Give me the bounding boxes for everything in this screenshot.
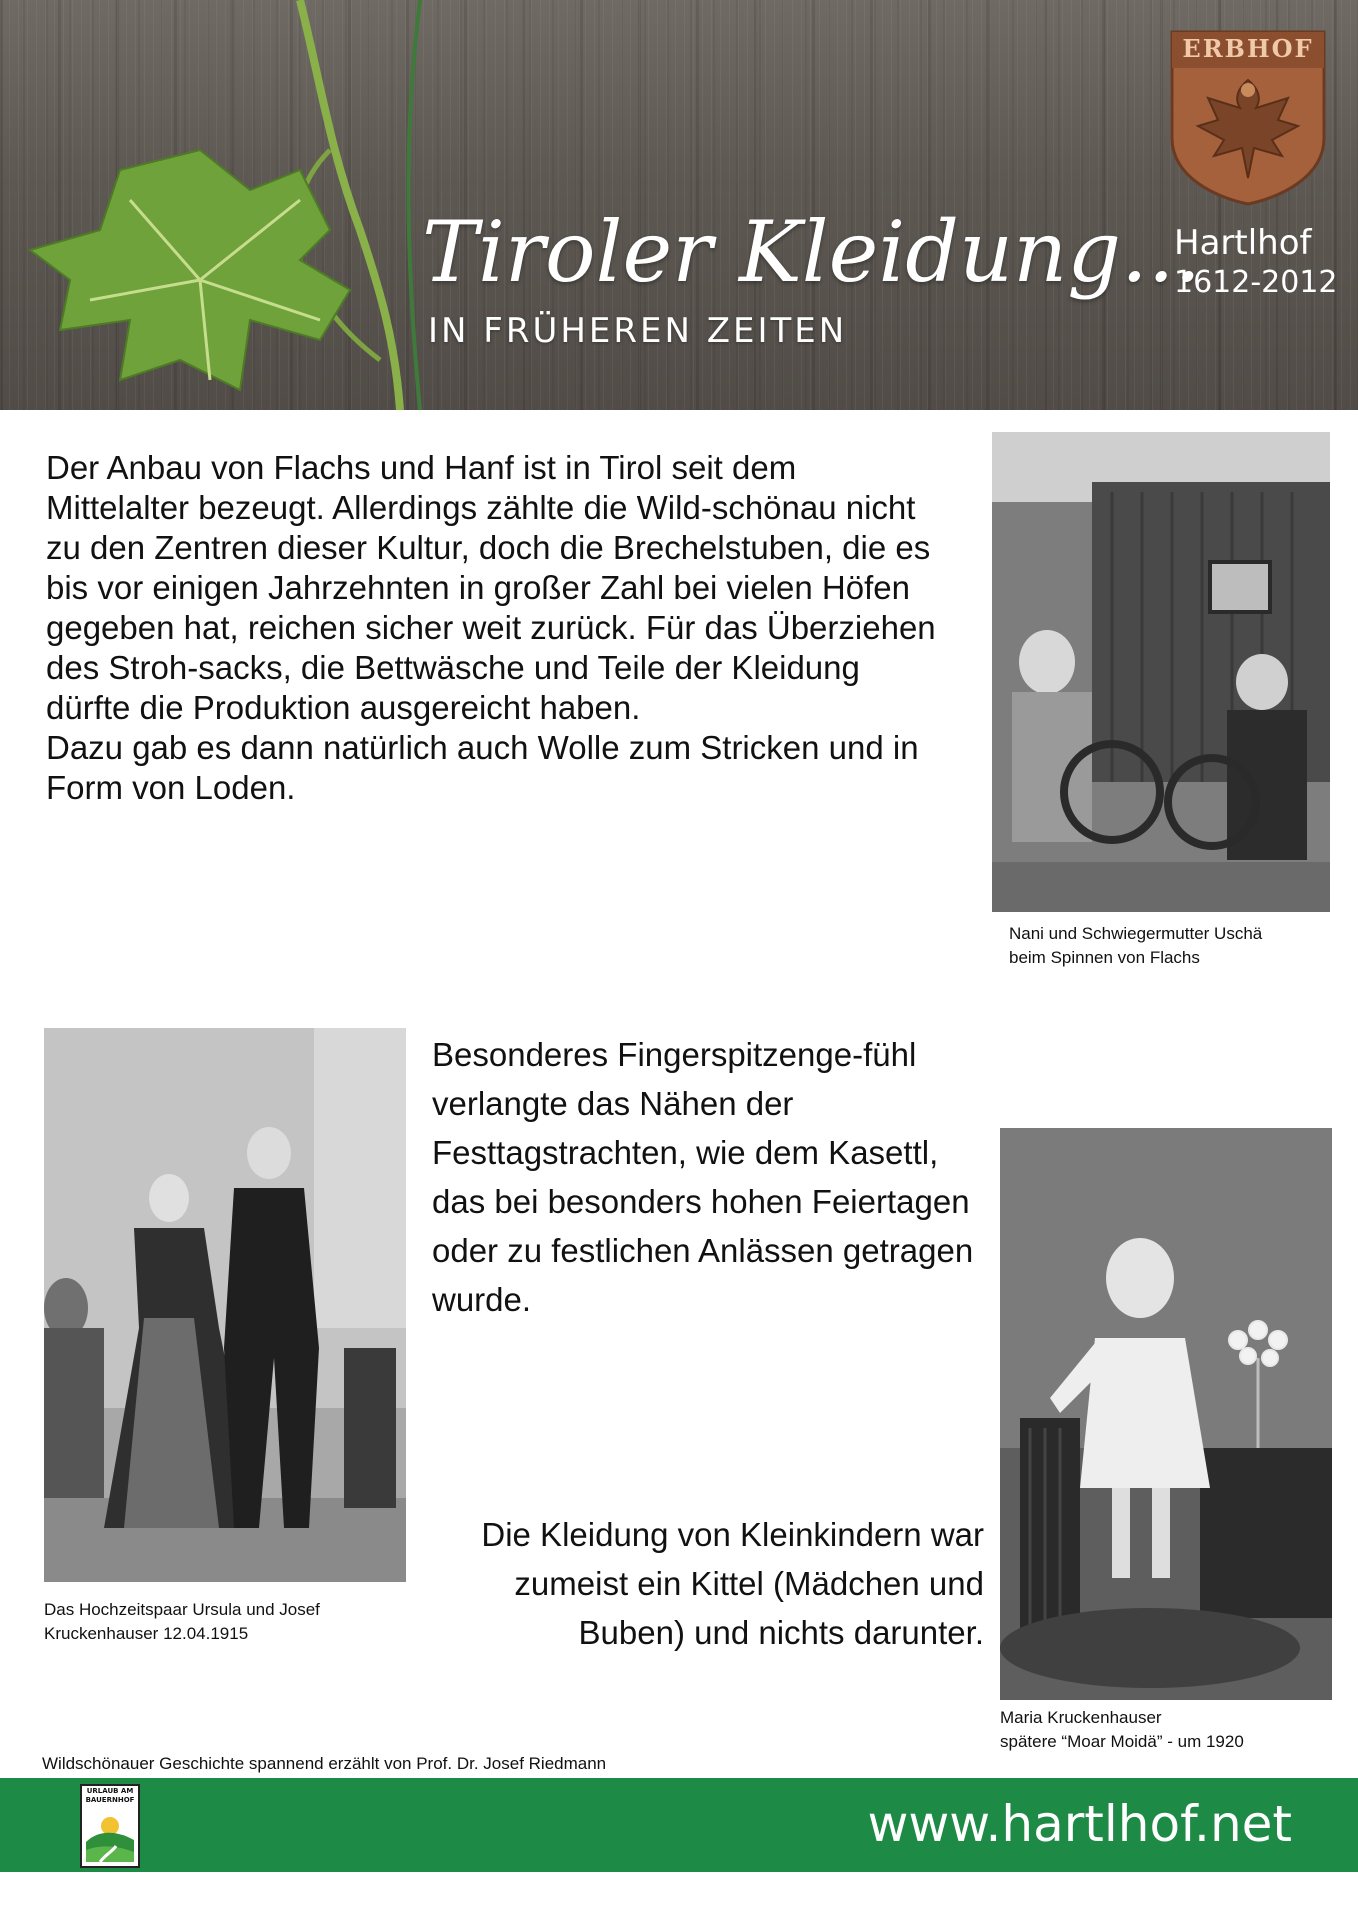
erbhof-crest-logo xyxy=(1168,28,1328,206)
festive-costume-paragraph: Besonderes Fingerspitzenge-fühl verlangte das Nähen der Festtagstrachten, wie dem Kasettl, das bei besonders hohen Feiertagen oder zu festlichen Anlässen getragen wurde. xyxy=(432,1036,974,1318)
footer-bar xyxy=(0,1778,1358,1872)
photo-spinning-flax xyxy=(992,432,1330,912)
caption-spinning xyxy=(1009,922,1329,970)
photo-child xyxy=(1000,1128,1332,1700)
caption-child-line1: Maria Kruckenhauser xyxy=(1000,1708,1162,1727)
caption-spinning-line1: Nani und Schwiegermutter Uschä xyxy=(1009,924,1263,943)
website-link[interactable]: www.hartlhof.net xyxy=(867,1795,1292,1853)
header-banner xyxy=(0,0,1358,410)
children-clothing-paragraph: Die Kleidung von Kleinkindern war zumeist ein Kittel (Mädchen und Buben) und nichts darunter. xyxy=(481,1516,984,1651)
page-title: Tiroler Kleidung... xyxy=(422,203,1202,301)
intro-text-continued: Dazu gab es dann natürlich auch Wolle zum Stricken und in Form von Loden. xyxy=(46,729,919,806)
farm-years: 1612-2012 xyxy=(1174,265,1338,300)
caption-child-line2: spätere “Moar Moidä” - um 1920 xyxy=(1000,1732,1244,1751)
page-subtitle: IN FRÜHEREN ZEITEN xyxy=(428,311,848,351)
logo-text-line2: BAUERNHOF xyxy=(85,1796,135,1804)
intro-text: Der Anbau von Flachs und Hanf ist in Tirol seit dem Mittelalter bezeugt. Allerdings zählte die Wild-schönau nicht zu den Zentren dieser Kultur, doch die Brechelstuben, die es bis vor einigen Jahrzehnten in großer Zahl bei vielen Höfen gegeben hat, reichen sicher weit zurück. Für das Überziehen des Stroh-sacks, die Bettwäsche und Teile der Kleidung dürfte die Produktion ausgereicht haben. xyxy=(46,449,936,726)
intro-paragraph xyxy=(46,448,946,808)
farm-landscape-icon xyxy=(82,1786,138,1866)
author-credit: Wildschönauer Geschichte spannend erzählt von Prof. Dr. Josef Riedmann xyxy=(42,1754,607,1773)
crest-label: ERBHOF xyxy=(1182,34,1314,63)
caption-wedding-line2: Kruckenhauser 12.04.1915 xyxy=(44,1624,249,1643)
logo-text-line1: URLAUB AM xyxy=(86,1787,134,1795)
urlaub-am-bauernhof-logo xyxy=(80,1784,140,1868)
caption-wedding xyxy=(44,1598,404,1646)
caption-spinning-line2: beim Spinnen von Flachs xyxy=(1009,948,1200,967)
farm-name: Hartlhof xyxy=(1174,223,1312,263)
caption-wedding-line1: Das Hochzeitspaar Ursula und Josef xyxy=(44,1600,320,1619)
caption-child xyxy=(1000,1706,1340,1754)
photo-wedding-couple xyxy=(44,1028,406,1582)
